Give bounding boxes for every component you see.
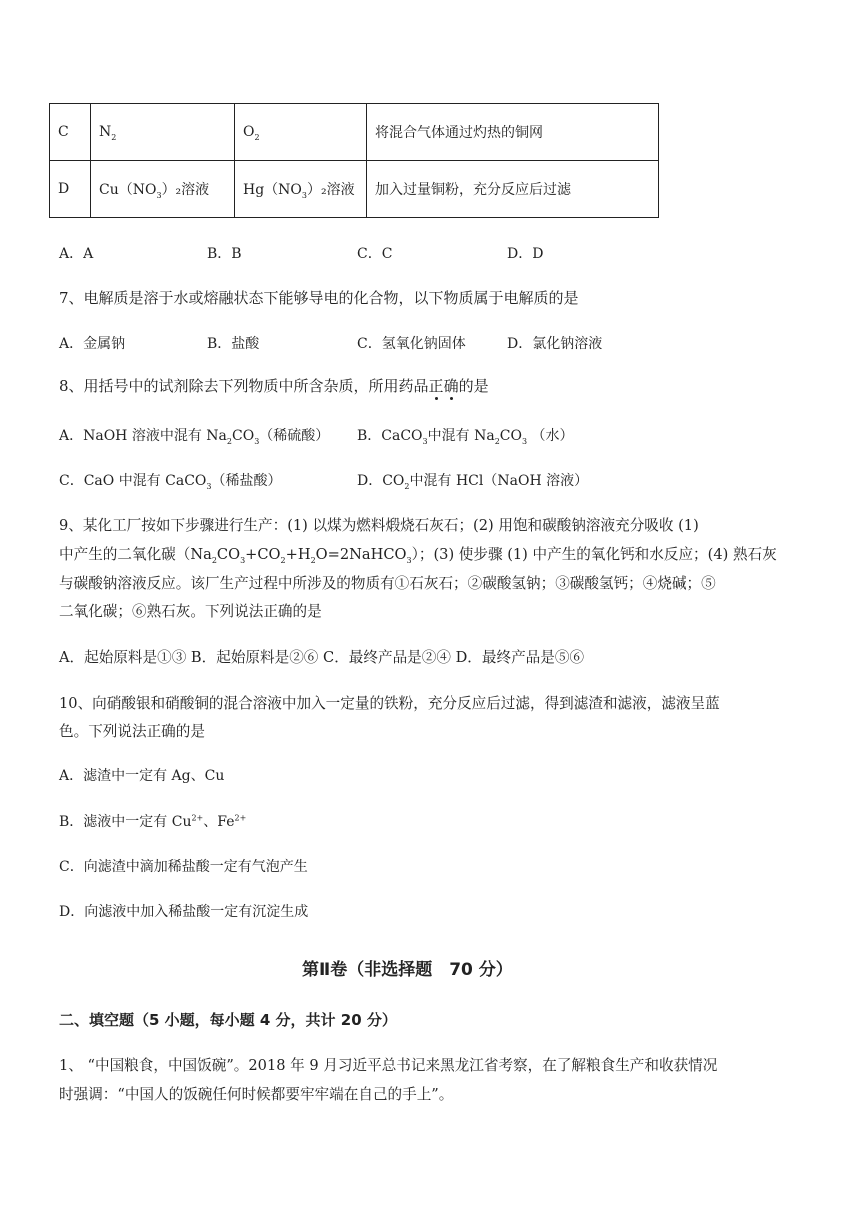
q9-stem-line4: 二氧化碳；⑥熟石灰。下列说法正确的是 xyxy=(59,603,322,620)
part2-title: 第Ⅱ卷（非选择题 70 分） xyxy=(302,960,513,980)
q7-option-d[interactable]: D．氯化钠溶液 xyxy=(507,336,603,352)
row-label: D xyxy=(50,161,91,218)
q6-option-c[interactable]: C．C xyxy=(357,246,393,262)
q10-option-b[interactable]: B．滤液中一定有 $Cu^{2+}$、$Fe^{2+}$ xyxy=(59,813,247,830)
q8-option-b[interactable]: B．CaCO$_3$中混有 $Na_2CO_3$ （水） xyxy=(357,428,574,446)
table-row xyxy=(50,161,659,218)
impurity-cell: $Hg(NO_3)_2$溶液 xyxy=(235,161,367,218)
q10-option-d[interactable]: D．向滤液中加入稀盐酸一定有沉淀生成 xyxy=(59,904,309,920)
q10-stem-line2: 色。下列说法正确的是 xyxy=(59,723,205,740)
table-row xyxy=(50,104,659,161)
q9-stem-line2: 中产生的二氧化碳$(Na_2CO_3+CO_2+H_2O=2NaHCO_3)$；(3) 使步骤 (1) 中产生的氧化钙和水反应；(4) 熟石灰 xyxy=(59,546,777,565)
fill1-line2: 时强调：“中国人的饭碗任何时候都要牢牢端在自己的手上”。 xyxy=(59,1086,454,1103)
q6-option-b[interactable]: B．B xyxy=(207,246,242,262)
q8-stem: 8、用括号中的试剂除去下列物质中所含杂质，所用药品正确的是 xyxy=(59,377,489,395)
row-label: C xyxy=(50,104,91,161)
q6-option-d[interactable]: D．D xyxy=(507,246,544,262)
q7-option-c[interactable]: C．氢氧化钠固体 xyxy=(357,336,466,352)
q7-stem: 7、电解质是溶于水或熔融状态下能够导电的化合物，以下物质属于电解质的是 xyxy=(59,289,579,307)
q10-option-c[interactable]: C．向滤渣中滴加稀盐酸一定有气泡产生 xyxy=(59,859,308,875)
impurity-cell: $O_2$ xyxy=(235,104,367,161)
q8-option-c[interactable]: C．CaO 中混有 CaCO$_3$（稀盐酸） xyxy=(59,473,282,491)
method-cell: 将混合气体通过灼热的铜网 xyxy=(367,104,659,161)
method-cell: 加入过量铜粉，充分反应后过滤 xyxy=(367,161,659,218)
options-table xyxy=(49,103,659,218)
q9-stem-line1: 9、某化工厂按如下步骤进行生产：(1) 以煤为燃料煅烧石灰石；(2) 用饱和碳酸钠溶液充分吸收 (1) xyxy=(59,517,699,534)
q7-option-a[interactable]: A．金属钠 xyxy=(59,336,126,352)
q8-option-d[interactable]: D．$CO_2$中混有 HCl（NaOH 溶液） xyxy=(357,473,589,491)
substance-cell: $N_2$ xyxy=(91,104,235,161)
q9-options[interactable]: A．起始原料是①③ B．起始原料是②⑥ C．最终产品是②④ D．最终产品是⑤⑥ xyxy=(59,649,585,666)
q9-stem-line3: 与碳酸钠溶液反应。该厂生产过程中所涉及的物质有①石灰石；②碳酸氢钠；③碳酸氢钙；④烧碱；⑤ xyxy=(59,575,716,592)
q6-option-a[interactable]: A．A xyxy=(59,246,94,262)
section2-title: 二、填空题（5 小题，每小题 4 分，共计 20 分） xyxy=(59,1011,397,1029)
substance-cell: $Cu(NO_3)_2$溶液 xyxy=(91,161,235,218)
q7-option-b[interactable]: B．盐酸 xyxy=(207,336,260,352)
q10-option-a[interactable]: A．滤渣中一定有 Ag、Cu xyxy=(59,768,225,784)
fill1-line1: 1、 “中国粮食，中国饭碗”。2018 年 9 月习近平总书记来黑龙江省考察，在了解粮食生产和收获情况 xyxy=(59,1057,718,1074)
q8-option-a[interactable]: A．NaOH 溶液中混有 $Na_2CO_3$（稀硫酸） xyxy=(59,428,330,446)
q10-stem-line1: 10、向硝酸银和硝酸铜的混合溶液中加入一定量的铁粉，充分反应后过滤，得到滤渣和滤液，滤液呈蓝 xyxy=(59,695,720,712)
